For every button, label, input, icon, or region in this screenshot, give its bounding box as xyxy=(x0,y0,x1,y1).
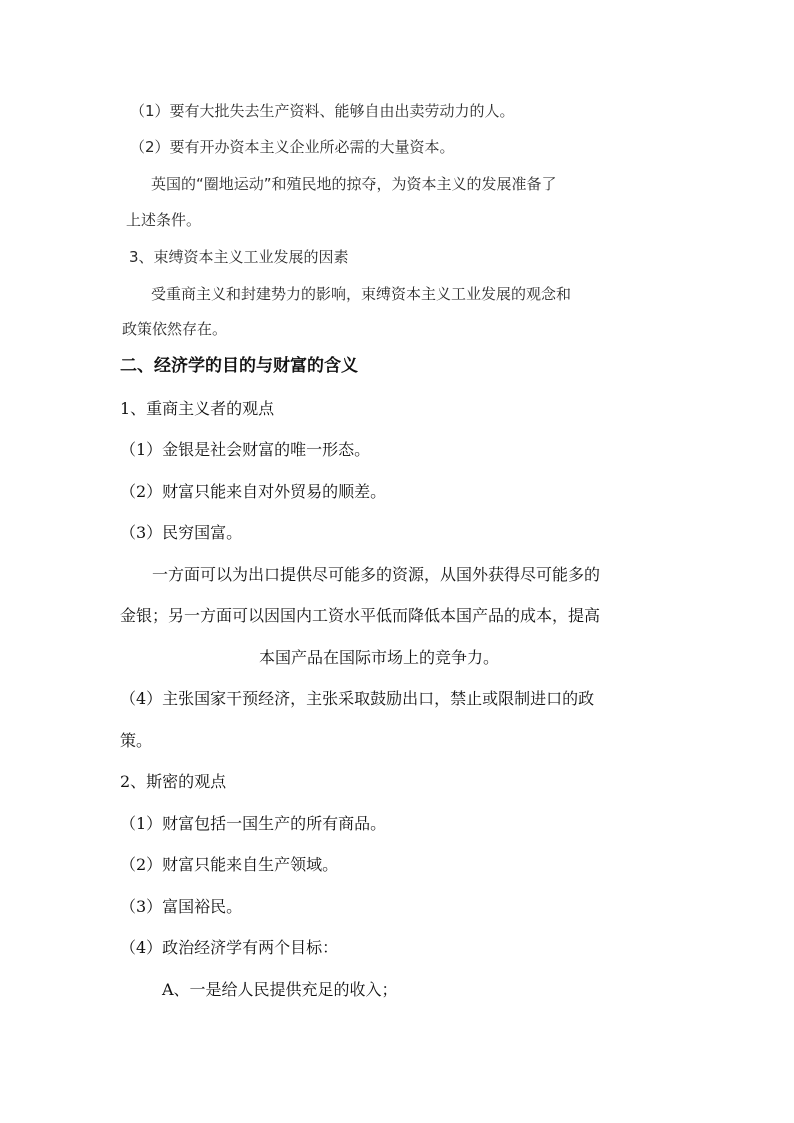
text-line: （1）要有大批失去生产资料、能够自由出卖劳动力的人。 xyxy=(130,102,515,120)
text-line: （4）主张国家干预经济，主张采取鼓励出口，禁止或限制进口的政 xyxy=(120,689,595,708)
text-line: 本国产品在国际市场上的竞争力。 xyxy=(259,648,500,667)
section-heading: 3、束缚资本主义工业发展的因素 xyxy=(129,248,349,266)
text-line: （3）民穷国富。 xyxy=(120,523,243,542)
text-line: 受重商主义和封建势力的影响，束缚资本主义工业发展的观念和 xyxy=(151,285,572,303)
text-line: （1）金银是社会财富的唯一形态。 xyxy=(120,440,371,459)
text-line: 策。 xyxy=(120,731,153,750)
section-heading: 2、斯密的观点 xyxy=(120,772,227,791)
text-line: （4）政治经济学有两个目标： xyxy=(120,938,339,957)
text-line: A、一是给人民提供充足的收入； xyxy=(162,980,398,999)
chapter-heading: 二、经济学的目的与财富的含义 xyxy=(120,356,358,376)
text-line: （3）富国裕民。 xyxy=(120,897,243,916)
text-line: 金银；另一方面可以因国内工资水平低而降低本国产品的成本，提高 xyxy=(120,606,601,625)
text-line: （2）财富只能来自对外贸易的顺差。 xyxy=(120,482,387,501)
text-line: （2）要有开办资本主义企业所必需的大量资本。 xyxy=(130,138,455,156)
text-line: 政策依然存在。 xyxy=(122,320,228,338)
text-line: 英国的“圈地运动”和殖民地的掠夺，为资本主义的发展准备了 xyxy=(151,175,557,193)
text-line: （2）财富只能来自生产领域。 xyxy=(120,855,339,874)
section-heading: 1、重商主义者的观点 xyxy=(120,399,275,418)
text-line: 一方面可以为出口提供尽可能多的资源，从国外获得尽可能多的 xyxy=(152,565,601,584)
text-line: 上述条件。 xyxy=(126,211,202,229)
text-line: （1）财富包括一国生产的所有商品。 xyxy=(120,814,387,833)
